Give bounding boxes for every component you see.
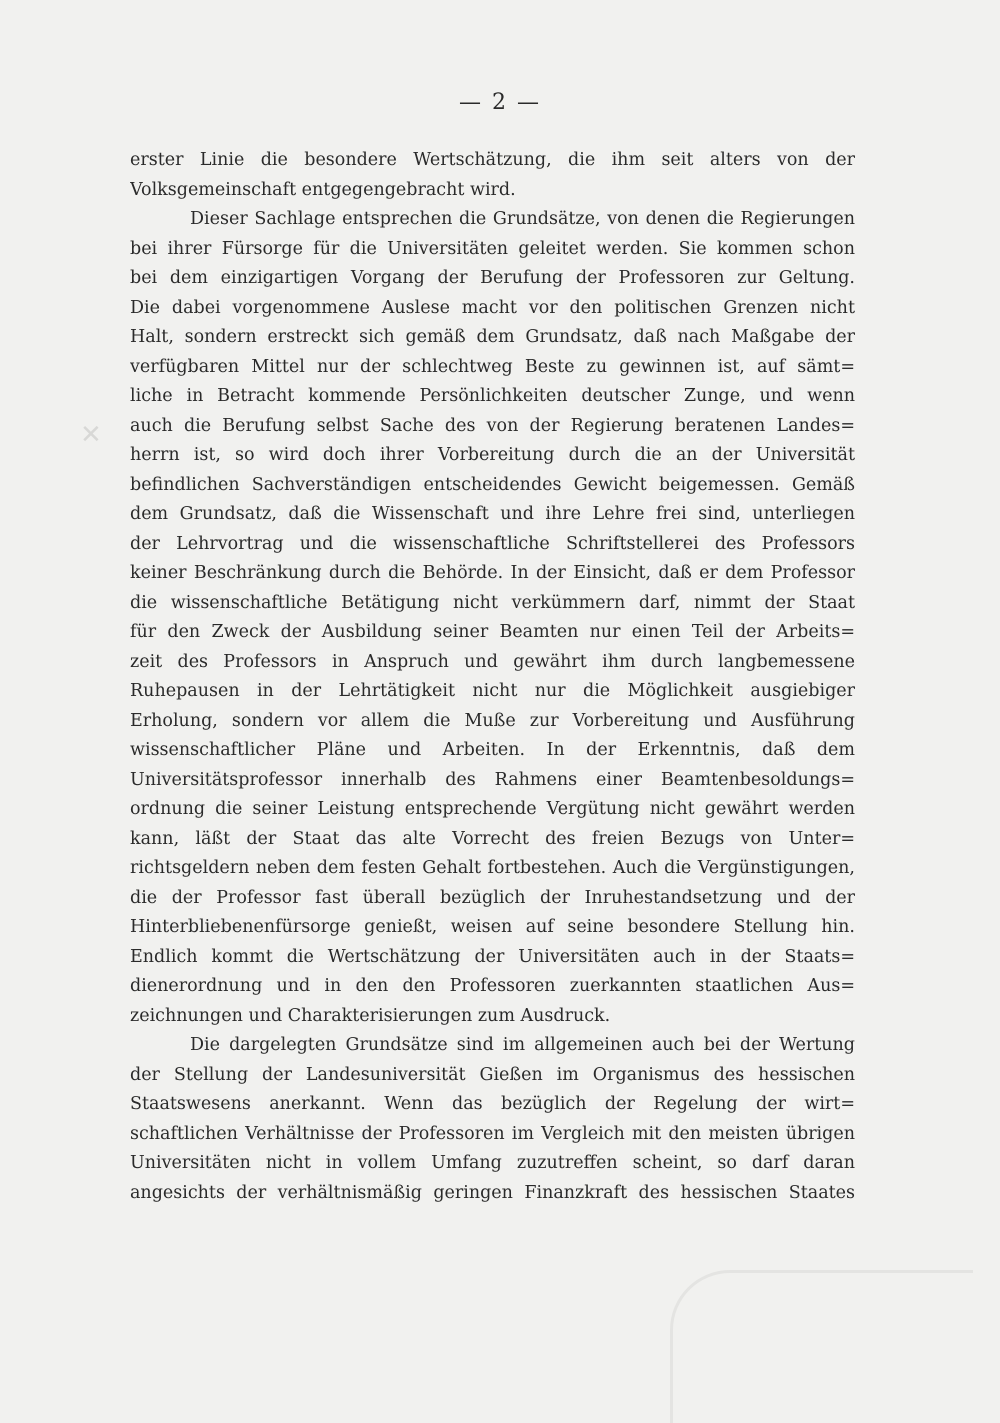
text-line: die der Professor fast überall bezüglich der Inruhestandsetzung und der bbox=[130, 887, 855, 908]
text-line: auch die Berufung selbst Sache des von der Regierung beratenen Landes= bbox=[130, 415, 855, 436]
text-line: Halt, sondern erstreckt sich gemäß dem Grundsatz, daß nach Maßgabe der bbox=[130, 327, 855, 347]
text-line: kann, läßt der Staat das alte Vorrecht des freien Bezugs von Unter= bbox=[130, 828, 855, 849]
text-line: dem Grundsatz, daß die Wissenschaft und ihre Lehre frei sind, unterliegen bbox=[130, 504, 855, 524]
text-line: keiner Beschränkung durch die Behörde. In der Einsicht, daß er dem Professor bbox=[130, 563, 855, 583]
text-line: für den Zweck der Ausbildung seiner Beamten nur einen Teil der Arbeits= bbox=[130, 622, 855, 642]
text-line: zeit des Professors in Anspruch und gewährt ihm durch langbemessene bbox=[130, 651, 855, 672]
text-line: Erholung, sondern vor allem die Muße zur Vorbereitung und Ausführung bbox=[130, 710, 855, 731]
text-line: angesichts der verhältnismäßig geringen Finanzkraft des hessischen Staates bbox=[130, 1182, 855, 1203]
text-line: bei dem einzigartigen Vorgang der Berufung der Professoren zur Geltung. bbox=[130, 268, 855, 288]
text-line: wissenschaftlicher Pläne und Arbeiten. In der Erkenntnis, daß dem bbox=[130, 740, 855, 760]
text-line: die wissenschaftliche Betätigung nicht verkümmern darf, nimmt der Staat bbox=[130, 592, 855, 613]
text-line: zeichnungen und Charakterisierungen zum Ausdruck. bbox=[130, 1005, 611, 1026]
pencil-mark: ✕ bbox=[80, 420, 102, 450]
text-line: Staatswesens anerkannt. Wenn das bezüglich der Regelung der wirt= bbox=[130, 1094, 855, 1114]
text-line: richtsgeldern neben dem festen Gehalt fortbestehen. Auch die Vergünstigungen, bbox=[130, 858, 855, 878]
library-stamp bbox=[670, 1270, 973, 1423]
text-line: schaftlichen Verhältnisse der Professoren im Vergleich mit den meisten übrigen bbox=[130, 1123, 855, 1144]
text-line: ordnung die seiner Leistung entsprechende Vergütung nicht gewährt werden bbox=[130, 799, 855, 819]
text-line: Universitätsprofessor innerhalb des Rahmens einer Beamtenbesoldungs= bbox=[130, 769, 855, 790]
page-number: — 2 — bbox=[459, 90, 541, 115]
text-line: herrn ist, so wird doch ihrer Vorbereitung durch die an der Universität bbox=[130, 445, 855, 465]
text-line: Dieser Sachlage entsprechen die Grundsätze, von denen die Regierungen bbox=[190, 209, 855, 229]
text-line: verfügbaren Mittel nur der schlechtweg Beste zu gewinnen ist, auf sämt= bbox=[130, 356, 855, 377]
text-line: erster Linie die besondere Wertschätzung, die ihm seit alters von der bbox=[130, 150, 855, 170]
text-line: der Lehrvortrag und die wissenschaftliche Schriftstellerei des Professors bbox=[130, 533, 855, 554]
text-line: Endlich kommt die Wertschätzung der Universitäten auch in der Staats= bbox=[130, 946, 855, 967]
text-line: Universitäten nicht in vollem Umfang zuzutreffen scheint, so darf daran bbox=[130, 1153, 855, 1173]
text-line: befindlichen Sachverständigen entscheidendes Gewicht beigemessen. Gemäß bbox=[130, 474, 855, 495]
text-line: Hinterbliebenenfürsorge genießt, weisen auf seine besondere Stellung hin. bbox=[130, 917, 855, 937]
text-line: liche in Betracht kommende Persönlichkeiten deutscher Zunge, und wenn bbox=[130, 386, 855, 406]
text-line: Ruhepausen in der Lehrtätigkeit nicht nur die Möglichkeit ausgiebiger bbox=[130, 681, 855, 701]
body-text bbox=[130, 146, 855, 1208]
text-line: Die dargelegten Grundsätze sind im allgemeinen auch bei der Wertung bbox=[190, 1035, 855, 1055]
text-line: dienerordnung und in den den Professoren zuerkannten staatlichen Aus= bbox=[130, 976, 855, 996]
text-line: bei ihrer Fürsorge für die Universitäten geleitet werden. Sie kommen schon bbox=[130, 238, 855, 259]
text-line: Die dabei vorgenommene Auslese macht vor den politischen Grenzen nicht bbox=[130, 297, 855, 318]
text-line: der Stellung der Landesuniversität Gießen im Organismus des hessischen bbox=[130, 1064, 855, 1085]
text-line: Volksgemeinschaft entgegengebracht wird. bbox=[130, 179, 516, 200]
